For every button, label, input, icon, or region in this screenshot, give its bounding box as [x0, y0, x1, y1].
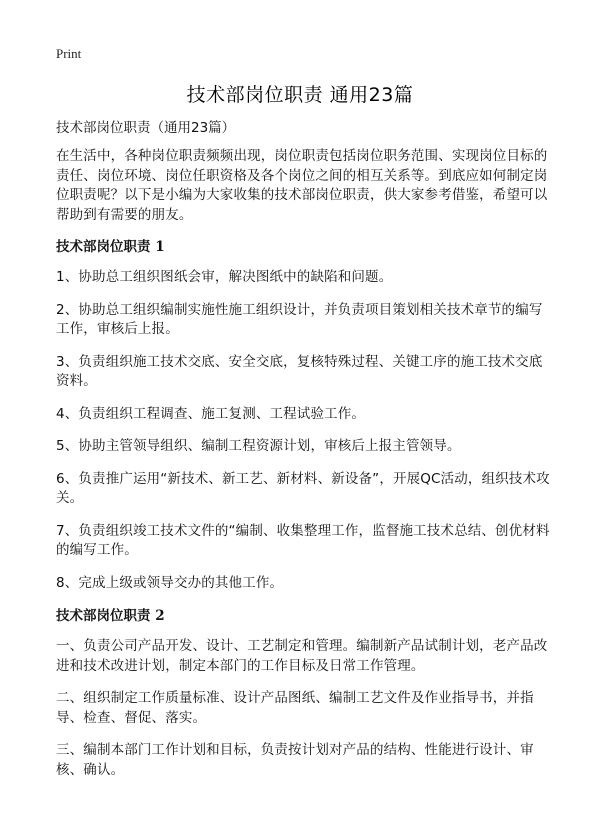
intro-paragraph: 在生活中，各种岗位职责频频出现，岗位职责包括岗位职务范围、实现岗位目标的责任、岗位环境、岗位任职资格及各个岗位之间的相互关系等。到底应如何制定岗位职责呢？以下是小编为大家收集的技术部岗位职责，供大家参考借鉴，希望可以帮助到有需要的朋友。	[56, 148, 548, 223]
section-2	[56, 606, 552, 780]
list-item: 三、编制本部门工作计划和目标，负责按计划对产品的结构、性能进行设计、审核、确认。	[56, 742, 534, 778]
document-subtitle: 技术部岗位职责（通用23篇）	[56, 120, 236, 136]
document-body	[56, 118, 552, 793]
list-item: 二、组织制定工作质量标准、设计产品图纸、编制工艺文件及作业指导书，并指导、检查、督促、落实。	[56, 690, 534, 726]
section-heading: 技术部岗位职责 1	[56, 239, 165, 255]
list-item: 5、协助主管领导组织、编制工程资源计划，审核后上报主管领导。	[56, 438, 461, 454]
print-label: Print	[56, 46, 82, 61]
page-title: 技术部岗位职责 通用23篇	[186, 84, 414, 106]
list-item: 7、负责组织竣工技术文件的“编制、收集整理工作，监督施工技术总结、创优材料的编写工作。	[56, 522, 550, 558]
list-item: 3、负责组织施工技术交底、安全交底，复核特殊过程、关键工序的施工技术交底资料。	[56, 353, 543, 389]
list-item: 6、负责推广运用“新技术、新工艺、新材料、新设备”，开展QC活动，组织技术攻关。	[56, 470, 550, 506]
list-item: 1、协助总工组织图纸会审，解决图纸中的缺陷和问题。	[56, 269, 393, 285]
list-item: 4、负责组织工程调查、施工复测、工程试验工作。	[56, 405, 366, 422]
list-item: 8、完成上级或领导交办的其他工作。	[56, 574, 284, 591]
list-item: 2、协助总工组织编制实施性施工组织设计，并负责项目策划相关技术章节的编写工作，审核后上报。	[56, 301, 543, 337]
list-item: 一、负责公司产品开发、设计、工艺制定和管理。编制新产品试制计划，老产品改进和技术改进计划，制定本部门的工作目标及日常工作管理。	[56, 638, 548, 674]
section-1	[56, 237, 552, 593]
section-heading: 技术部岗位职责 2	[56, 608, 165, 624]
